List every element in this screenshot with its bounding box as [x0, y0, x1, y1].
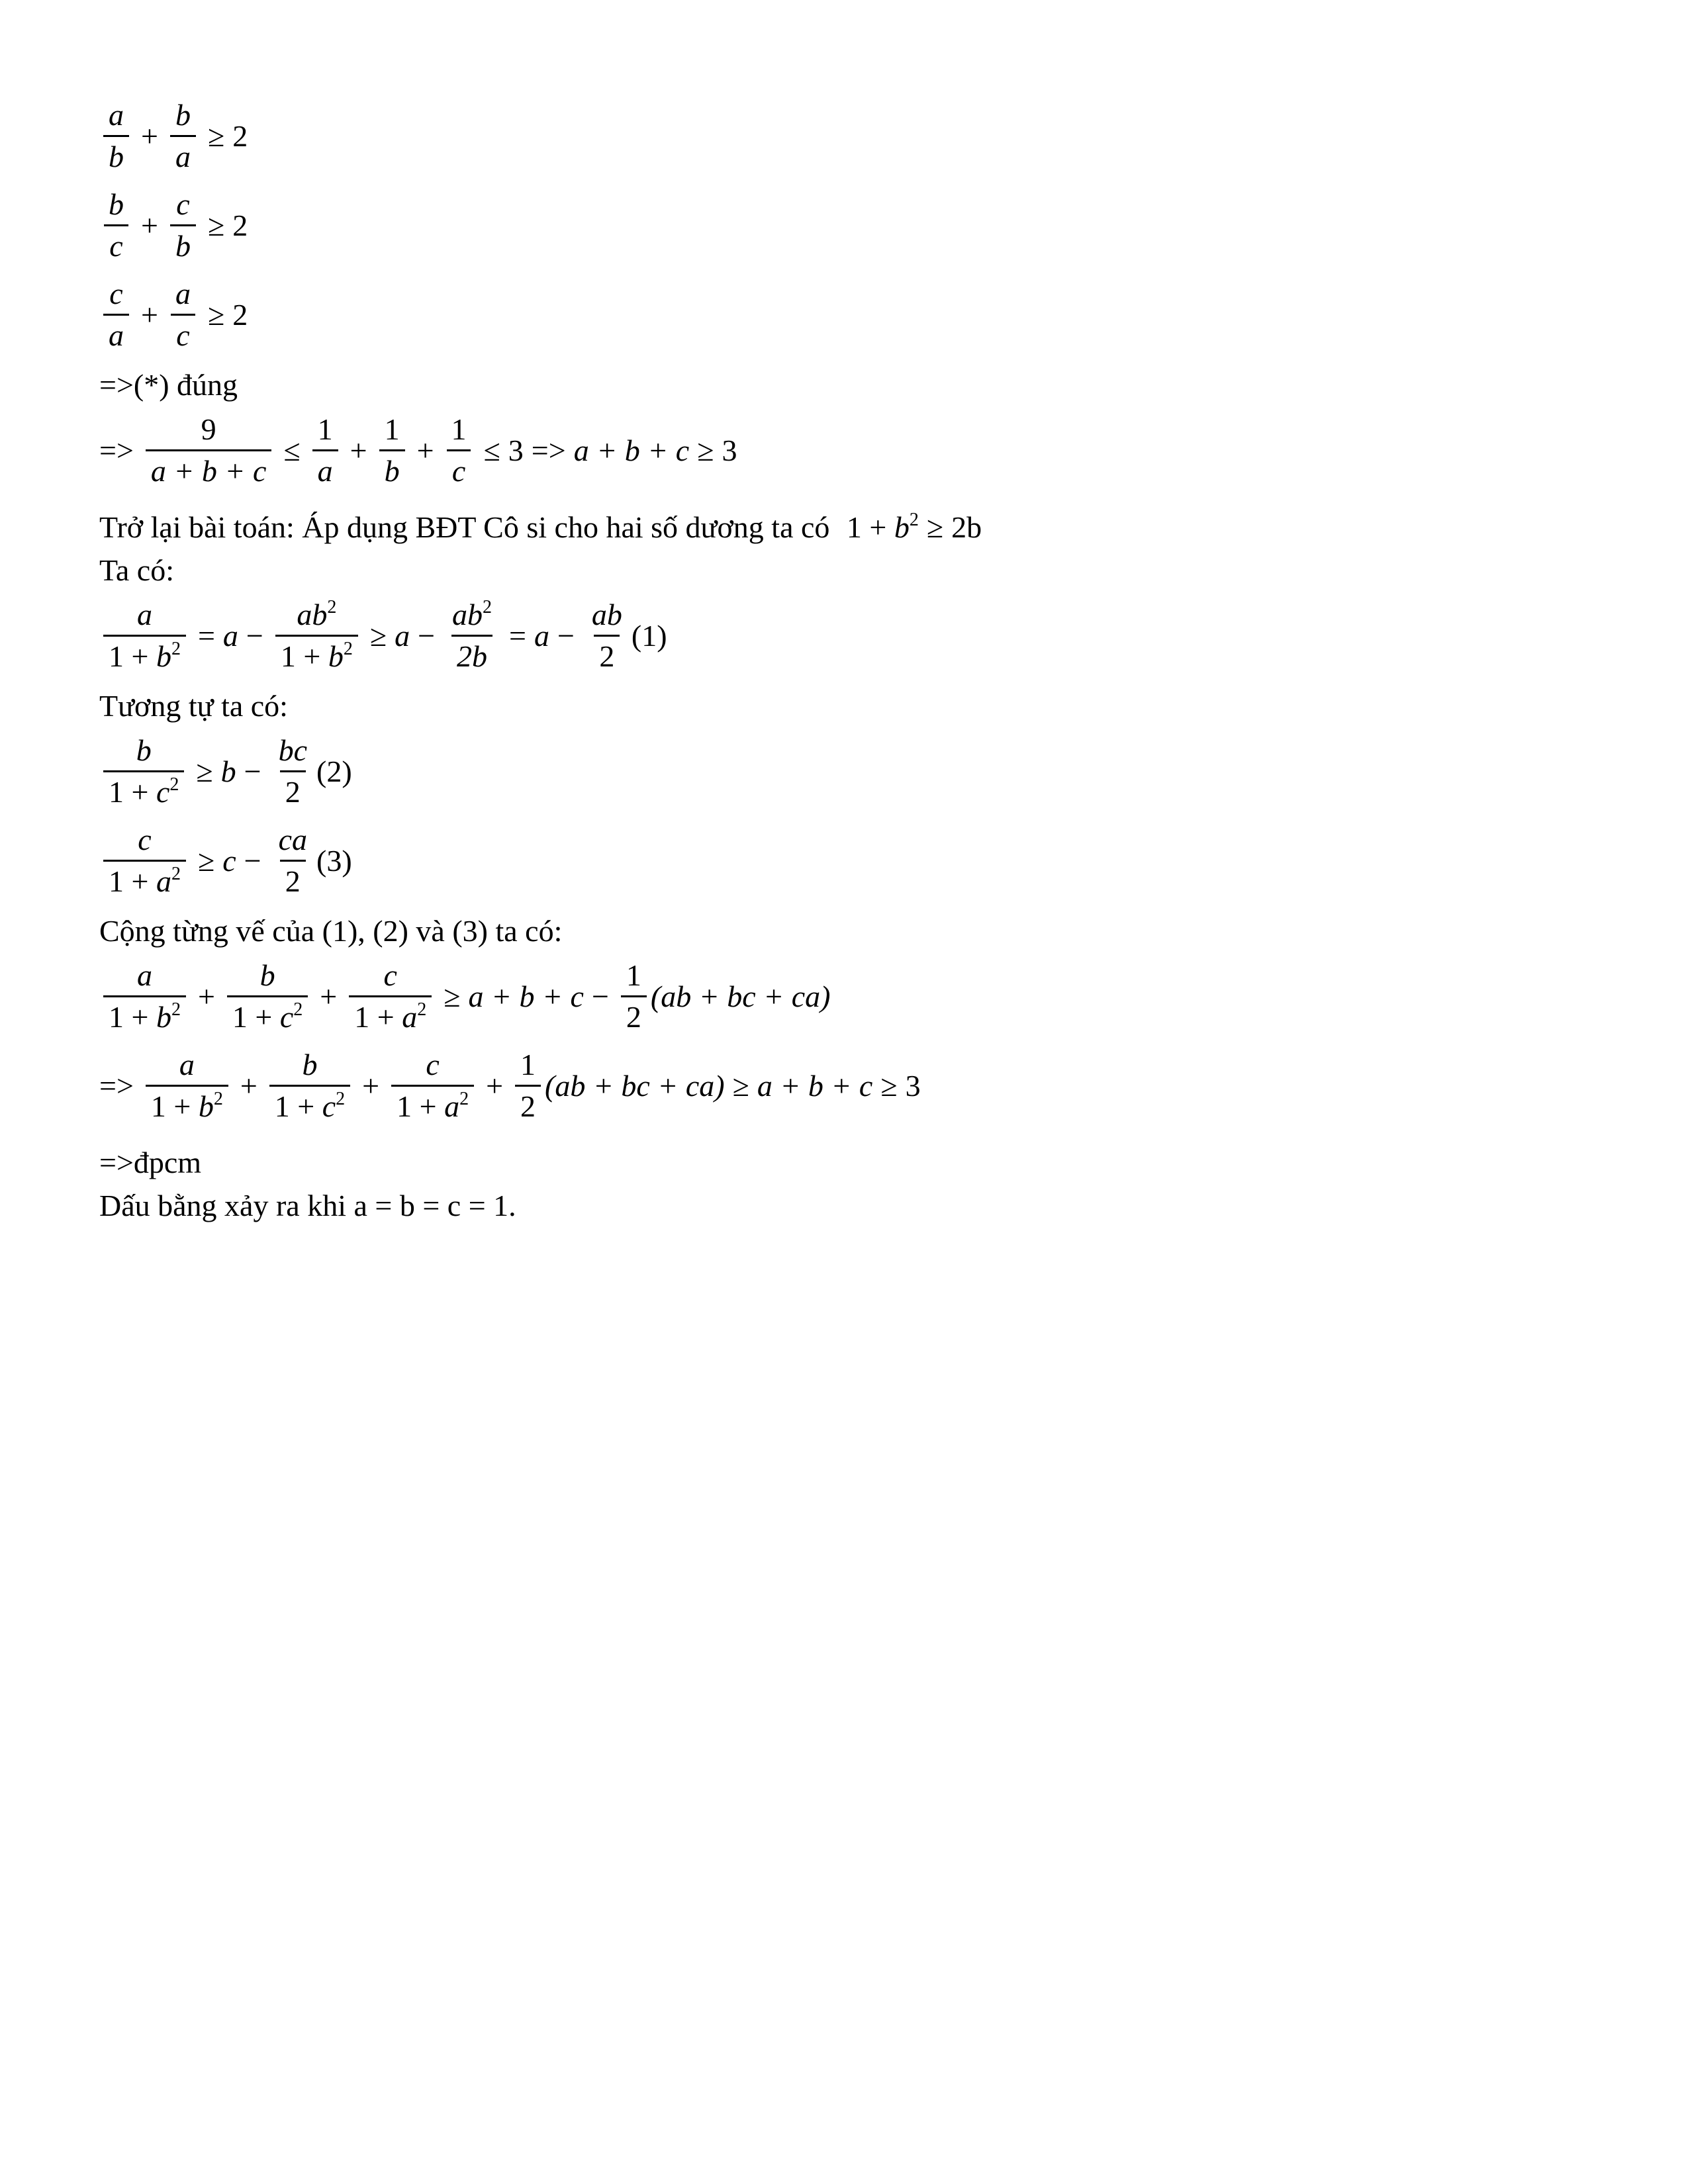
- frac-c-1a2-final: $\frac{c}{1 + a^2}$: [391, 1049, 474, 1123]
- frac-c-1a2: $\frac{c}{1 + a^2}$: [103, 824, 186, 898]
- frac-b-c: $\frac{b}{c}$: [103, 189, 129, 263]
- ineq-ab-ba: $\frac{a}{b}$ + $\frac{b}{a}$ ≥ 2: [99, 99, 248, 173]
- frac-a-1b2-final: $\frac{a}{1 + b^2}$: [146, 1049, 228, 1123]
- text-star-true: =>(*) đúng: [99, 368, 238, 402]
- text-qed: =>đpcm: [99, 1146, 202, 1179]
- text-similarly: Tương tự ta có:: [99, 689, 288, 723]
- frac-a-1b2: $\frac{a}{1 + b^2}$: [103, 599, 186, 673]
- text-we-have: Ta có:: [99, 553, 175, 587]
- inline-math-am-gm: $1 + b^2 \ge 2b$: [846, 510, 982, 544]
- frac-ab-2: $\frac{ab}{2}$: [591, 598, 622, 674]
- frac-a-1b2-sum: $\frac{a}{1 + b^2}$: [103, 960, 186, 1034]
- text-equality: Dấu bằng xảy ra khi a = b = c = 1.: [99, 1189, 516, 1222]
- frac-b-1c2-sum: $\frac{b}{1 + c^2}$: [227, 960, 308, 1034]
- ineq-step-3: $\frac{c}{1 + a^2}$ ≥ c − $\frac{ca}{2}$ (3): [99, 824, 352, 898]
- frac-c-a: $\frac{c}{a}$: [103, 278, 129, 352]
- text-add-sides: Cộng từng vế của (1), (2) và (3) ta có:: [99, 914, 563, 948]
- text-return-problem: Trở lại bài toán: Áp dụng BĐT Cô si cho hai số dương ta có $1 + b^2 \ge 2b$: [99, 510, 982, 544]
- frac-a-b: $\frac{a}{b}$: [103, 99, 129, 173]
- ineq-nine-over-sum: => $\frac{9}{a + b + c}$ ≤ $\frac{1}{a}$ + $\frac{1}{b}$ + $\frac{1}{c}$ ≤ 3 => a + b + c ≥ 3: [99, 412, 737, 488]
- ineq-final: => $\frac{a}{1 + b^2}$ + $\frac{b}{1 + c^2}$ + $\frac{c}{1 + a^2}$ + $\frac{1}{2}$ (ab + bc + ca) ≥ a + b + c ≥ 3: [99, 1048, 921, 1124]
- frac-1-c: $\frac{1}{c}$: [446, 414, 472, 488]
- frac-1-2-final: $\frac{1}{2}$: [515, 1049, 541, 1123]
- frac-b-1c2: $\frac{b}{1 + c^2}$: [103, 735, 184, 809]
- frac-b-1c2-final: $\frac{b}{1 + c^2}$: [269, 1049, 350, 1123]
- ineq-bc-cb: $\frac{b}{c}$ + $\frac{c}{b}$ ≥ 2: [99, 189, 248, 263]
- ineq-step-1: $\frac{a}{1 + b^2}$ = a − $\frac{ab^2}{1 + b^2}$ ≥ a − $\frac{ab^2}{2b}$ = a − $\frac{ab}{2}$ (1): [99, 599, 667, 673]
- frac-a-c: $\frac{a}{c}$: [170, 278, 196, 352]
- frac-c-1a2-sum: $\frac{c}{1 + a^2}$: [349, 960, 432, 1034]
- frac-ab2-2b: $\frac{ab^2}{2b}$: [452, 597, 492, 674]
- frac-c-b: $\frac{c}{b}$: [170, 189, 196, 263]
- frac-1-2: $\frac{1}{2}$: [621, 960, 647, 1034]
- ineq-ca-ac: $\frac{c}{a}$ + $\frac{a}{c}$ ≥ 2: [99, 278, 248, 352]
- frac-b-a: $\frac{b}{a}$: [170, 99, 196, 173]
- frac-bc-2: $\frac{bc}{2}$: [278, 733, 307, 809]
- frac-9-sum: $\frac{9}{a + b + c}$: [146, 414, 272, 488]
- ineq-sum: $\frac{a}{1 + b^2}$ + $\frac{b}{1 + c^2}$ + $\frac{c}{1 + a^2}$ ≥ a + b + c − $\frac{1}{2}$ (ab + bc + ca): [99, 960, 830, 1034]
- frac-1-a: $\frac{1}{a}$: [312, 414, 338, 488]
- frac-ca-2: $\frac{ca}{2}$: [278, 823, 307, 899]
- frac-1-b: $\frac{1}{b}$: [379, 414, 405, 488]
- ineq-step-2: $\frac{b}{1 + c^2}$ ≥ b − $\frac{bc}{2}$ (2): [99, 735, 352, 809]
- frac-ab2-1b2: $\frac{ab^2}{1 + b^2}$: [275, 599, 358, 673]
